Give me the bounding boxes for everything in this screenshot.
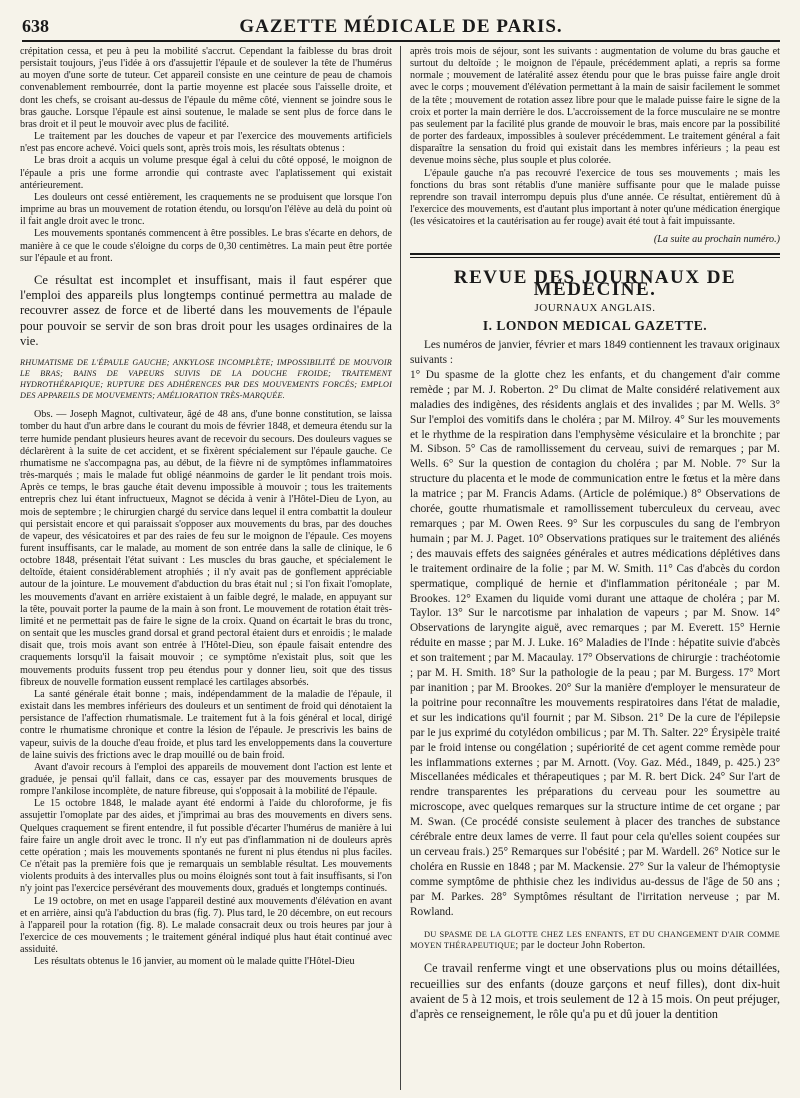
article-heading-title: DU SPASME DE LA GLOTTE CHEZ LES ENFANTS, ET DU CHANGEMENT D'AIR COMME MOYEN THÉRAPEUTIQUE: [410, 930, 780, 951]
paragraph: Les mouvements spontanés commencent à être possibles. Le bras s'écarte en dehors, de manière à ce que le coude s'éloigne du corps de 0,30 centimètres. La main peut être portée sur l'épaule et au front.: [20, 228, 392, 264]
article-heading-author: ; par le docteur John Roberton.: [515, 940, 646, 952]
observation-text: — Joseph Magnot, cultivateur, âgé de 48 ans, d'une bonne constitution, se laissa tomber du haut d'un arbre dans le courant du mois de février 1848, et demeura étendu sur la terre humide pendant plusieurs heures avant de recevoir du secours. Des douleurs vagues se déclarèrent à la suite de cet accident, et se fixèrent spécialement sur l'épaule gauche. Ce rhumatisme ne s'accompagna pas, au début, de la fièvre ni de symptômes inflammatoires très-marqués ; mais le malade fut obligé néanmoins de garder le lit pendant trois mois. Après ce temps, le bras gauche était devenu impossible à mouvoir ; tous les traitements entrepris chez lui étant infructueux, Magnot se décida à venir à l'Hôtel-Dieu de Lyon, au mois de septembre ; le chirurgien chargé du service dans lequel il entra combattit la douleur qui persistait encore et qui paraissait s'opposer aux mouvements du bras, par des douches de vapeur, des vésicatoires et par des raies de feu sur le moignon de l'épaule. Ces moyens furent insuffisants, car le malade, au moment de son entrée dans la salle de clinique, le 6 octobre 1848, présentait l'état suivant : Les muscles du bras gauche, et spécialement le deltoïde, étaient considérablement atrophiés ; il n'y avait pas de gonflement appréciable autour de la jointure. Le mouvement d'abduction du bras était nul ; si l'on fixait l'omoplate, les mouvements d'avant en arrière existaient à un faible degré, le malade, en appuyant sur la tête, pouvait porter la paume de la main à son front. Le mouvement de rotation était très-limité et ne permettait pas de faire le signe de la croix. Quand on écartait le bras du tronc, on sentait que les muscles grand dorsal et grand pectoral étaient durs et enroidis ; le malade disait que, trois mois avant son entrée à l'Hôtel-Dieu, son épaule faisait entendre des craquements lorsqu'il la faisait mouvoir ; ce symptôme n'existait plus, soit que les mouvements produits fussent trop peu étendus pour y donner lieu, soit que des tissus fibreux de nouvelle formation eussent remplacé les cartilages absorbés.: [20, 409, 392, 688]
journals-subtitle: JOURNAUX ANGLAIS.: [534, 301, 656, 314]
paragraph: Les résultats obtenus le 16 janvier, au moment où le malade quitte l'Hôtel-Dieu: [34, 956, 355, 968]
paragraph: Le bras droit a acquis un volume presque égal à celui du côté opposé, le moignon de l'épaule a pris une forme arrondie qui contraste avec l'aplatissement qui existait antérieurement.: [20, 155, 392, 191]
paragraph: Le 19 octobre, on met en usage l'appareil destiné aux mouvements d'élévation en avant et en arrière, ainsi qu'à l'abduction du bras (fig. 7). Plus tard, le 20 décembre, on eut recours à l'appareil pour la rotation (fig. 8). Le malade consacrait deux ou trois heures par jour à l'exercice de ces mouvements ; le traitement général indiqué plus haut était continué avec assiduité.: [20, 895, 392, 956]
page-number: 638: [22, 16, 49, 36]
paragraph: Le 15 octobre 1848, le malade ayant été endormi à l'aide du chloroforme, je fis assujettir l'omoplate par des aides, et j'imprimai au bras des mouvements en divers sens. Quelques craquement se firent entendre, il fut possible d'écarter l'humérus de manière à lui faire faire un angle droit avec le tronc. Il n'y eut pas d'inflammation ni de douleurs après cette opération ; mais les mouvements spontanés ne furent ni plus étendus ni plus faciles. Ce n'était pas la première fois que je remarquais un semblable résultat. Les mouvements violents produits à des intervalles plus ou moins éloignés sont tout à fait insuffisants, si l'on n'y joint pas l'exercice persévérant des mouvements doux, gradués et longtemps continués.: [20, 798, 392, 895]
section-rule-thin: [410, 257, 780, 258]
paragraph: crépitation cessa, et peu à peu la mobilité s'accrut. Cependant la faiblesse du bras droit persistait toujours, j'eus l'idée à ors d'assujettir l'épaule et de soulever la tête de l'humérus au moyen d'une sorte de tuteur. Cet appareil consiste en une ceinture de peau de chamois convenablement rembourrée, dont la partie moyenne est placée sous l'aisselle droite, et dont les chefs, se croisant au-dessus de l'épaule du même côté, viennent se joindre sous le bras gauche. Lorsque l'épaule est ainsi soutenue, le malade se sent plus de force dans le bras droit et il peut le mouvoir avec plus de facilité.: [20, 46, 392, 130]
revue-title: REVUE DES JOURNAUX DE MÉDECINE.: [453, 266, 737, 300]
case-title: RHUMATISME DE L'ÉPAULE GAUCHE; ANKYLOSE INCOMPLÈTE; IMPOSSIBILITÉ DE MOUVOIR LE BRAS; BAINS DE VAPEURS SUIVIS DE LA DOUCHE FROIDE; TRAITEMENT HYDROTHÉRAPIQUE; RUPTURE DES ADHÉRENCES PAR DES MOUVEMENTS FORCÉS; EMPLOI DES APPAREILS DE MOUVEMENTS; AMÉLIORATION TRÈS-MARQUÉE.: [20, 358, 392, 401]
intro-paragraph: Les numéros de janvier, février et mars 1849 contiennent les travaux originaux suivants :: [410, 339, 780, 367]
articles-paragraph: 1° Du spasme de la glotte chez les enfants, et du changement d'air comme remède ; par M. J. Roberton. 2° Du climat de Malte considéré relativement aux maladies des indigènes, des résidents anglais et des invalides ; par M. Wells. 3° Sur l'emploi des vomitifs dans le choléra ; par M. Milroy. 4° Sur les mouvements et le rhythme de la respiration dans l'emphysème vésiculaire et la bronchite ; par M. Sibson. 5° Cas de ramollissement du cerveau, suivi de remarques ; par M. Wells. 6° Sur la question de contagion du choléra ; par M. Noble. 7° Sur la structure du placenta et le mode de communication entre le fœtus et la mère dans la matrice ; par M. Francis Adams. (Article de polémique.) 8° Observations de chorée, goutte rhumatismale et ramollissement tuberculeux du cerveau, avec remarques ; par M. Owen Rees. 9° Sur les corpuscules du sang de l'embryon humain ; par M. J. Paget. 10° Observations pratiques sur le traitement des aliénés ; des mauvais effets des saignées générales et autres médications déplétives dans le traitement ordinaire de la folie ; par M. W. Smith. 11° Cas d'abcès du cordon spermatique, compliqué de hernie et d'inflammation péritonéale ; par M. Brookes. 12° Examen du liquide vomi durant une attaque de choléra ; par M. Taylor. 13° Sur le narcotisme par inhalation de vapeurs ; par M. Snow. 14° Observations de laryngite aiguë, avec remarques ; par M. Everett. 15° Hernie réduite en masse ; par M. J. Luke. 16° Maladies de l'Inde : hépatite suivie d'abcès et son traitement ; par M. Macaulay. 17° Observations de chirurgie : trachéotomie ; par M. H. Smith. 18° Sur la pathologie de la peau ; par M. Burgess. 17° Mort par inanition ; par M. Brookes. 20° Sur la manière d'employer le mensurateur de la poitrine pour reconnaître les mouvements respiratoires dans l'état de maladie, et sur les indications qu'il fournit ; par M. Sibson. 21° De la cure de l'épilepsie par le jus exprimé du cotylédon ombilicus ; par M. Th. Salter. 22° Érysipèle traité par le froid intense ou congélation ; supériorité de cet agent comme remède pour les inflammations externes ; par M. Arnott. (Voy. Gaz. Méd., 1849, p. 425.) 23° Miscellanées médicales et thérapeutiques ; par M. R. bert Dick. 24° Sur l'art de rendre transparentes les préparations du cerveau pour les soumettre au microscope, avec quelques remarques sur la structure intime de cet organe ; par M. Swan. (Ce procédé consiste seulement à placer des tranches de substance cérébrale entre deux lames de verre. Il faut pour cela qu'elles soient coupées sur un cerveau frais.) 25° Remarques sur l'obésité ; par M. Wardell. 26° Notice sur le choléra en Russie en 1848 ; par M. Mackensie. 27° Sur la valeur de l'hémoptysie comme symptôme de phthisie chez les individus au-dessus de l'âge de 50 ans ; par M. Parkes. 28° Symptômes résultant de l'irritation nerveuse ; par M. Rowland.: [410, 368, 780, 918]
continued-note: (La suite au prochain numéro.): [653, 234, 780, 246]
obs-label: Obs.: [34, 409, 53, 421]
paragraph: L'épaule gauche n'a pas recouvré l'exercice de tous ses mouvements ; mais les fonctions du bras sont rétablis d'une manière suffisante pour que le malade puisse reprendre son travail interrompu depuis plus d'une année. Ce résultat, entièrement dû à l'exercice des mouvements, est d'autant plus important à noter qu'une médication énergique (les vésicatoires et la cautérisation au fer rouge) avait été tout à fait impuissante.: [410, 167, 780, 228]
conclusion-paragraph: Ce résultat est incomplet et insuffisant, mais il faut espérer que l'emploi des appareils plus longtemps continué permettra au malade de recouvrer assez de force et de liberté dans les mouvements de l'épaule pour pouvoir se servir de son bras droit pour les usages ordinaires de la vie.: [20, 272, 392, 348]
paragraph: La santé générale était bonne ; mais, indépendamment de la maladie de l'épaule, il existait dans les membres inférieurs des douleurs et un sentiment de froid qui dénotaient la persistance de l'affection rhumatismale. Le traitement fut à la fois général et local, dirigé contre le rhumatisme chronique et contre la lésion de l'épaule. Je prescrivis les bains de vapeur, suivis de la douche d'eau froide, et plus tard les enveloppements dans la couverture de laine suivis des frictions avec le drap mouillé ou de bain froid.: [20, 688, 392, 761]
column-divider: [400, 46, 401, 1090]
paragraph: Ce travail renferme vingt et une observations plus ou moins détaillées, recueillies sur des enfants (douze garçons et neuf filles), dont dix-huit avaient de 5 à 12 mois, et trois seulement de 12 à 15 mois. On peut préjuger, d'après ce renseignement, le rôle qu'a pu et dû jouer la dentition: [410, 961, 780, 1022]
journal-article-list: [410, 338, 780, 919]
paragraph: Avant d'avoir recours à l'emploi des appareils de mouvement dont l'action est lente et graduée, je pensai qu'il fallait, dans ce cas, essayer par des mouvements brusques de rompre l'ankilose incomplète, de nature fibreuse, qui s'opposait à la mobilité de l'épaule.: [20, 761, 392, 798]
page-header: [22, 14, 780, 42]
paragraph: Le traitement par les douches de vapeur et par l'exercice des mouvements artificiels n'est pas encore achevé. Voici quels sont, après trois mois, les résultats obtenus :: [20, 131, 392, 155]
paragraph: après trois mois de séjour, sont les suivants : augmentation de volume du bras gauche et surtout du deltoïde ; le moignon de l'épaule, précédemment aplati, a repris sa forme normale ; mouvement de latéralité assez étendu pour que le bras puisse faire angle droit avec le corps ; mouvement d'élévation permettant à la main de saisir facilement le sommet de la tête ; mouvement de rotation assez libre pour que le malade puisse faire le signe de la croix et porter la main derrière le dos. L'accroissement de la force musculaire ne se montre pas seulement par la facilité plus grande de mouvoir le bras, mais encore par la possibilité de porter des fardeaux, impossibles à soulever précédemment. Le traitement général a fait disparaître la sensation du froid qui existait dans les membres inférieurs ; la peau est devenue moins sèche, plus souple et plus colorée.: [410, 46, 780, 167]
journal-title: GAZETTE MÉDICALE DE PARIS.: [239, 16, 563, 37]
section-title: I. LONDON MEDICAL GAZETTE.: [482, 317, 708, 333]
article-heading: [410, 929, 780, 951]
left-column: [20, 46, 392, 1090]
paragraph: Les douleurs ont cessé entièrement, les craquements ne se produisent que lorsque l'on imprime au bras un mouvement de rotation étendu, ou lorsqu'on l'élève au delà du point où il fait angle droit avec le tronc.: [20, 191, 392, 228]
right-column: [410, 46, 780, 1090]
observation-paragraph: [20, 409, 392, 689]
section-rule: [410, 253, 780, 255]
